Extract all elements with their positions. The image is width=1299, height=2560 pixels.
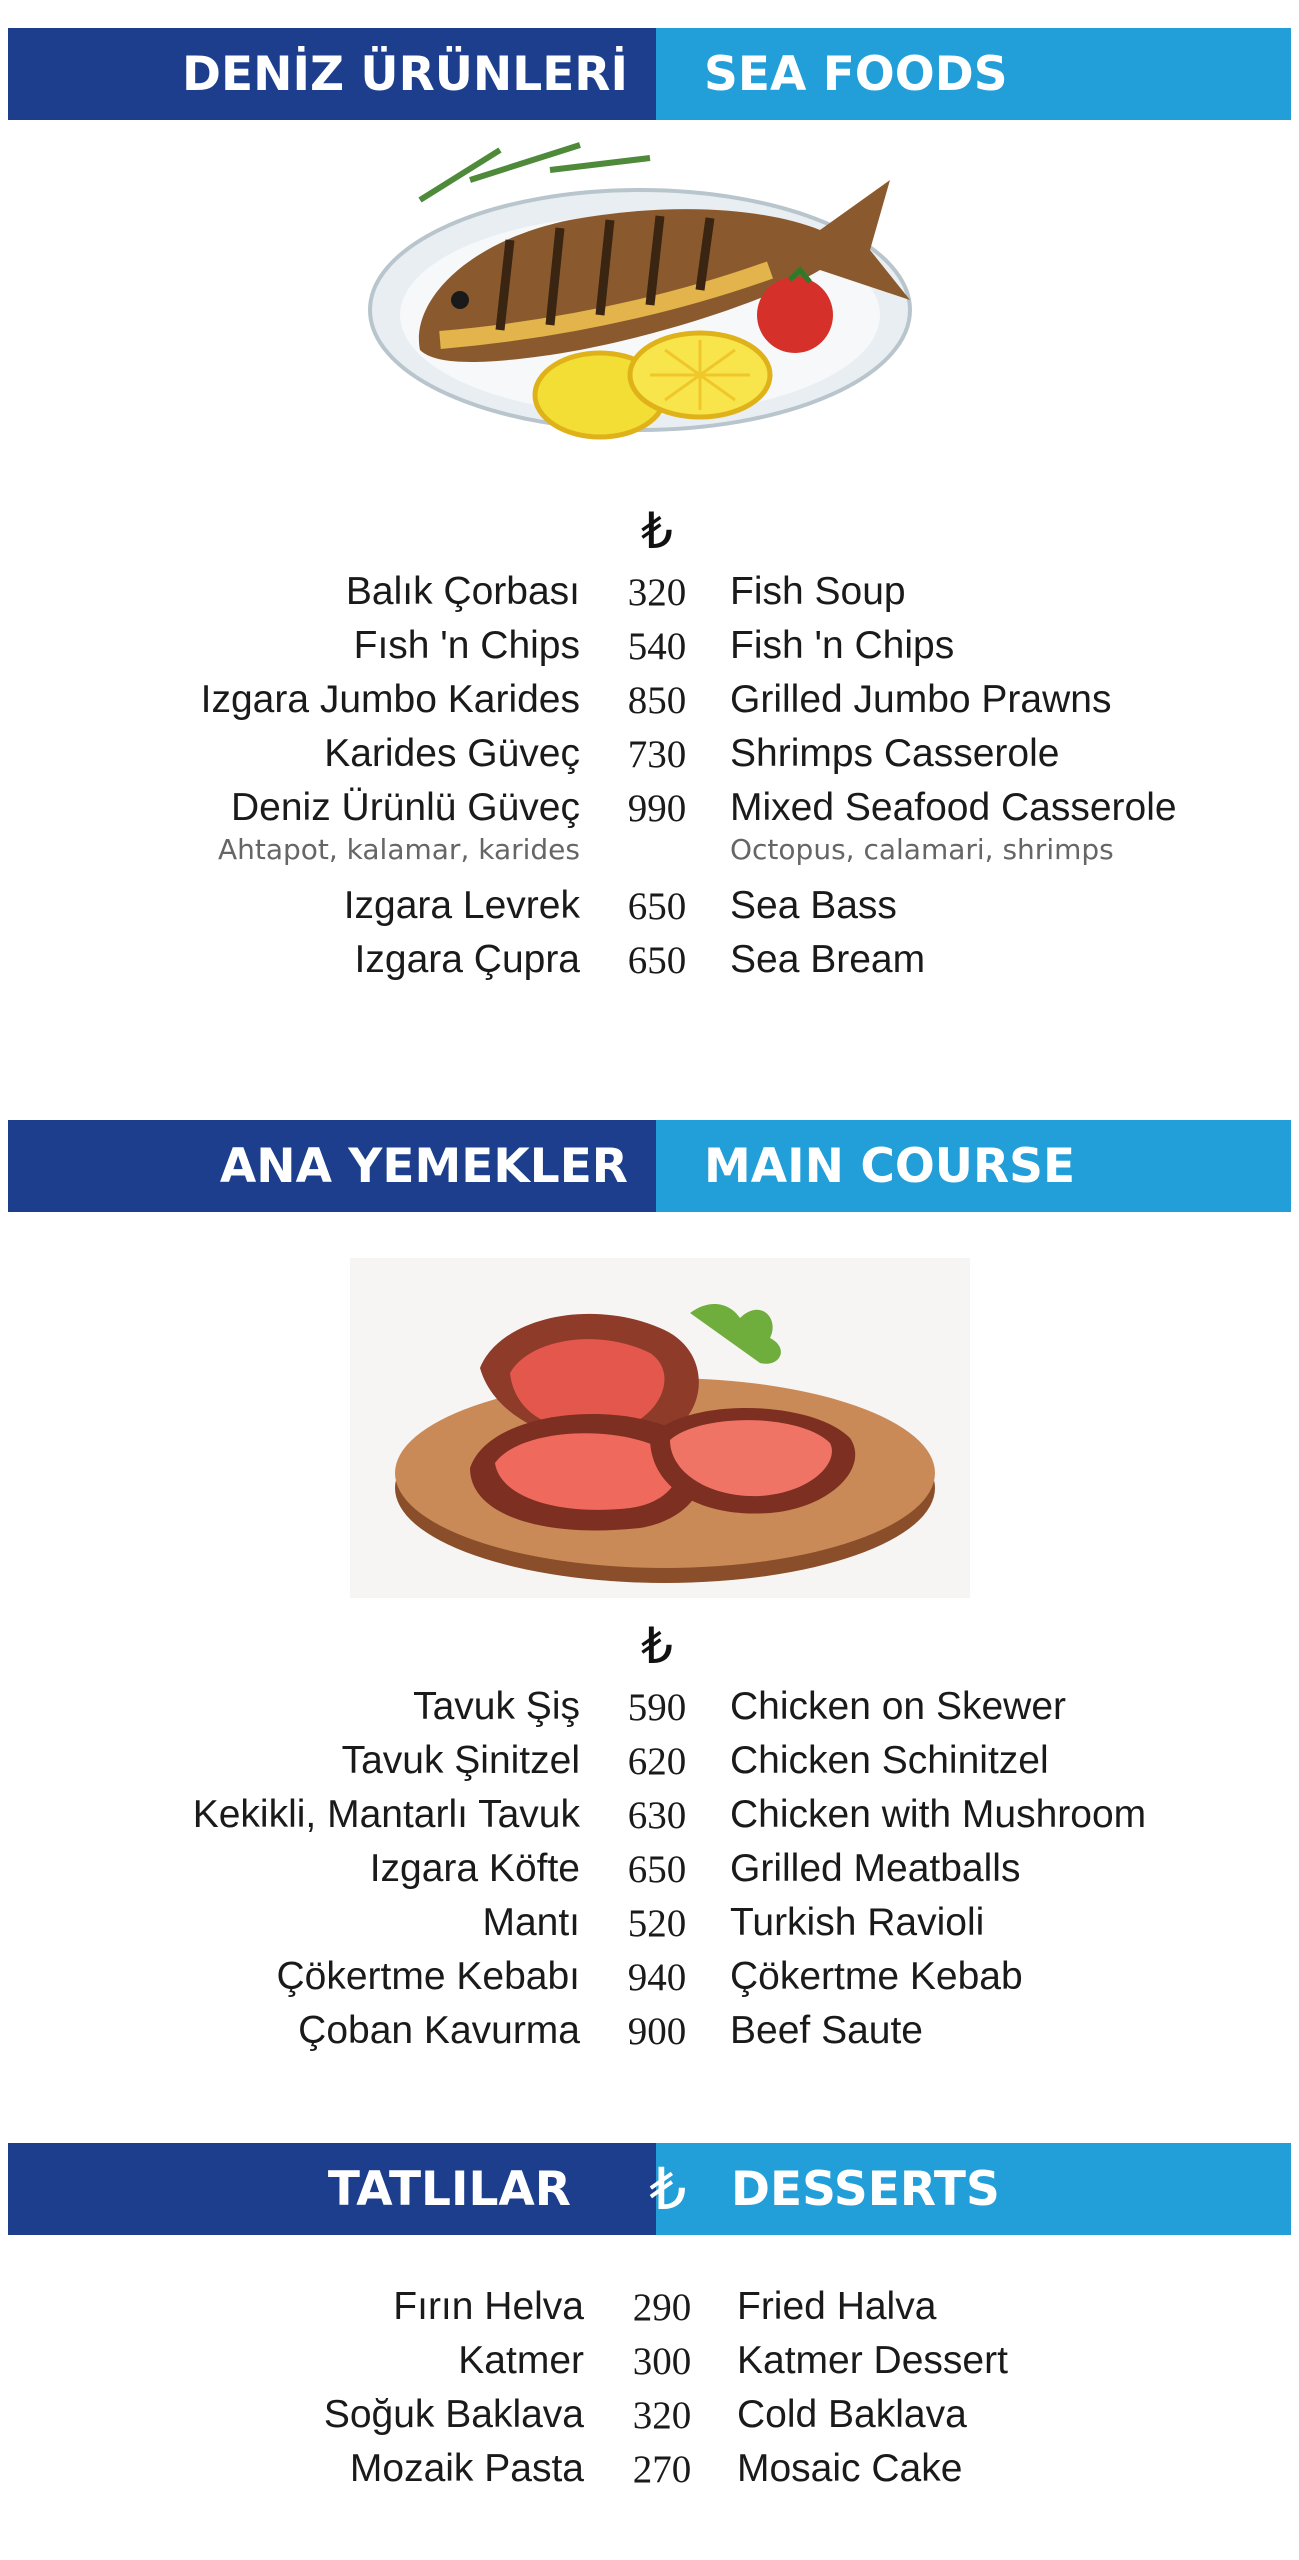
list-item [0, 727, 1299, 781]
list-item [0, 673, 1299, 727]
currency-symbol: ₺ [641, 1617, 673, 1675]
item-price: 620 [627, 1740, 687, 1783]
list-item [0, 1896, 1299, 1950]
item-name-en: Sea Bass [730, 884, 897, 927]
list-item [0, 1680, 1299, 1734]
item-name-tr: Izgara Çupra [354, 938, 580, 981]
list-item [0, 1788, 1299, 1842]
item-price: 300 [632, 2340, 692, 2383]
item-name-tr: Soğuk Baklava [323, 2393, 584, 2436]
item-name-en: Chicken Schinitzel [730, 1739, 1049, 1782]
item-name-tr: Izgara Levrek [343, 884, 580, 927]
section-header-main-course [8, 1120, 1291, 1212]
item-price: 320 [632, 2394, 692, 2437]
item-name-tr: Izgara Köfte [369, 1847, 580, 1890]
list-item [0, 879, 1299, 933]
section-title-tr: ANA YEMEKLER [8, 1120, 656, 1212]
currency-symbol: ₺ [641, 502, 673, 560]
item-price: 320 [627, 571, 687, 614]
item-name-tr: Fısh 'n Chips [353, 624, 580, 667]
menu-list-sea-foods [0, 565, 1299, 987]
item-name-tr: Çökertme Kebabı [276, 1955, 580, 1998]
section-title-en: DESSERTS [656, 2143, 1291, 2235]
list-item [0, 1950, 1299, 2004]
grilled-fish-icon [350, 140, 930, 460]
item-price: 650 [627, 885, 687, 928]
item-name-en: Cold Baklava [737, 2393, 967, 2436]
item-name-tr: Kekikli, Mantarlı Tavuk [192, 1793, 580, 1836]
menu-list-main-course [0, 1680, 1299, 2058]
item-price: 850 [627, 679, 687, 722]
list-item [0, 781, 1299, 835]
item-price: 650 [627, 939, 687, 982]
item-name-tr: Tavuk Şinitzel [341, 1739, 580, 1782]
list-item [0, 2280, 1299, 2334]
currency-symbol: ₺ [649, 2155, 687, 2223]
item-description [0, 835, 1299, 879]
section-title-en: MAIN COURSE [656, 1120, 1291, 1212]
item-name-tr: Fırın Helva [393, 2285, 584, 2328]
item-name-en: Sea Bream [730, 938, 926, 981]
section-title-en: SEA FOODS [656, 28, 1291, 120]
item-name-tr: Tavuk Şiş [413, 1685, 580, 1728]
item-name-tr: Izgara Jumbo Karides [200, 678, 580, 721]
item-price: 940 [627, 1956, 687, 1999]
section-title-tr: DENİZ ÜRÜNLERİ [8, 28, 656, 120]
list-item [0, 1842, 1299, 1896]
list-item [0, 619, 1299, 673]
item-name-en: Grilled Meatballs [730, 1847, 1021, 1890]
list-item [0, 2442, 1299, 2496]
item-description-tr: Ahtapot, kalamar, karides [217, 833, 580, 866]
item-description-en: Octopus, calamari, shrimps [730, 833, 1114, 866]
section-header-desserts [8, 2143, 1291, 2235]
item-price: 900 [627, 2010, 687, 2053]
steak-icon [350, 1258, 970, 1598]
item-price: 590 [627, 1686, 687, 1729]
item-name-en: Çökertme Kebab [730, 1955, 1023, 1998]
list-item [0, 565, 1299, 619]
item-price: 630 [627, 1794, 687, 1837]
item-name-en: Katmer Dessert [737, 2339, 1008, 2382]
item-price: 290 [632, 2286, 692, 2329]
section-title-tr: TATLILAR [8, 2143, 656, 2235]
list-item [0, 2388, 1299, 2442]
item-name-en: Shrimps Casserole [730, 732, 1060, 775]
item-name-tr: Çoban Kavurma [298, 2009, 580, 2052]
item-price: 990 [627, 787, 687, 830]
list-item [0, 2334, 1299, 2388]
item-name-en: Grilled Jumbo Prawns [730, 678, 1112, 721]
list-item [0, 933, 1299, 987]
item-name-tr: Karides Güveç [324, 732, 580, 775]
item-name-tr: Mozaik Pasta [349, 2447, 584, 2490]
item-name-tr: Balık Çorbası [345, 570, 580, 613]
item-name-en: Turkish Ravioli [730, 1901, 985, 1944]
item-name-en: Beef Saute [730, 2009, 923, 2052]
item-name-tr: Deniz Ürünlü Güveç [231, 786, 580, 829]
item-price: 650 [627, 1848, 687, 1891]
item-name-en: Mosaic Cake [737, 2447, 963, 2490]
item-price: 730 [627, 733, 687, 776]
section-header-sea-foods [8, 28, 1291, 120]
item-name-en: Chicken with Mushroom [730, 1793, 1147, 1836]
item-name-tr: Mantı [482, 1901, 580, 1944]
item-price: 540 [627, 625, 687, 668]
item-name-en: Chicken on Skewer [730, 1685, 1066, 1728]
item-name-en: Fish Soup [730, 570, 906, 613]
item-price: 270 [632, 2448, 692, 2491]
list-item [0, 1734, 1299, 1788]
item-name-en: Fried Halva [737, 2285, 937, 2328]
list-item [0, 2004, 1299, 2058]
item-name-en: Fish 'n Chips [730, 624, 955, 667]
menu-list-desserts [0, 2280, 1299, 2496]
item-name-tr: Katmer [458, 2339, 584, 2382]
item-price: 520 [627, 1902, 687, 1945]
item-name-en: Mixed Seafood Casserole [730, 786, 1177, 829]
